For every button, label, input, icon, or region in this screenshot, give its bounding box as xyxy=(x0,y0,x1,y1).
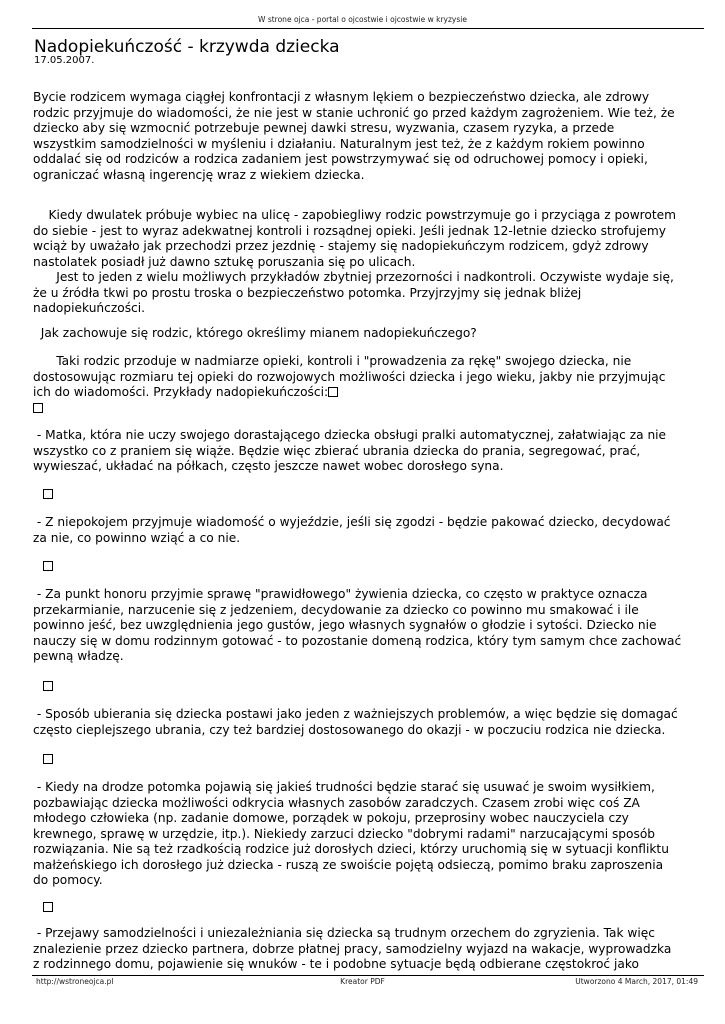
article-title: Nadopiekuńczość - krzywda dziecka xyxy=(34,37,340,57)
text-line: nastolatek posiadł już dawno sztukę poruszania się po ulicach. xyxy=(33,254,416,269)
text-line: Jest to jeden z wielu możliwych przykładów zbytniej przezorności i nadkontroli. Oczywiste wydaje się, xyxy=(33,270,674,284)
text-line: znalezienie przez dziecko partnera, dobrze płatnej pracy, samodzielny wyjazd na wakacje, wyprowadzka xyxy=(33,941,672,956)
text-line: do pomocy. xyxy=(33,873,103,887)
text-line: rozwiązania. Nie są też rzadkością rodzice już dorosłych dzieci, którzy uruchomią się w sytuacji konfliktu xyxy=(33,842,669,856)
paragraph-description xyxy=(33,354,665,416)
text-line: nauczy się w domu rodzinnym gotować - to pozostanie domeną rodzica, który tym samym chce zachować xyxy=(33,633,682,648)
missing-glyph-icon xyxy=(43,681,53,691)
text-line: - Kiedy na drodze potomka pojawią się jakieś trudności będzie starać się usuwać je swoim wysiłkiem, xyxy=(33,780,655,794)
text-line: małżeńskiego ich dorosłego już dziecka - ruszą ze swoiście pojętą odsieczą, pomimo braku zaproszenia xyxy=(33,857,664,872)
missing-glyph-icon xyxy=(43,754,53,764)
text-line: często cieplejszego ubrania, czy też bardziej dostosowanego do okazji - w poczuciu rodzica nie dziecka. xyxy=(33,722,666,737)
text-line: powinno jeść, bez uwzględnienia jego gustów, jego własnych sygnałów o głodzie i sytości. Dziecko nie xyxy=(33,618,657,632)
paragraph-example xyxy=(33,208,676,317)
text-line: wciąż by uważało jak przechodzi przez jezdnię - stajemy się nadopiekuńczym rodzicem, gdyż zdrowy xyxy=(33,239,649,253)
missing-glyph-icon xyxy=(43,561,53,571)
footer-rule xyxy=(32,975,704,976)
text-line: za nie, co powinno wziąć a co nie. xyxy=(33,530,241,545)
question-line xyxy=(33,326,477,342)
missing-glyph-icon xyxy=(43,902,53,912)
text-line: do siebie - jest to wyraz adekwatnej kontroli i rozsądnej opieki. Jeśli jednak 12-letnie dziecko strofujemy xyxy=(33,223,666,238)
text-line: - Sposób ubierania się dziecka postawi jako jeden z ważniejszych problemów, a więc będzie się domagać xyxy=(33,707,678,721)
article-date: 17.05.2007. xyxy=(34,55,95,66)
text-line: oddalać się od rodziców a rodzica zadaniem jest powstrzymywać się od odruchowej pomocy i opieki, xyxy=(33,152,648,166)
text-line: ich do wiadomości. Przykłady nadopiekuńczości: xyxy=(33,385,329,399)
text-line: wszystko co z praniem się wiąże. Będzie więc zbierać ubrania dziecka do prania, segregować, prać, xyxy=(33,443,641,458)
footer-created: Utworzono 4 March, 2017, 01:49 xyxy=(575,977,698,986)
text-line: Taki rodzic przoduje w nadmiarze opieki, kontroli i "prowadzenia za rękę" swojego dziecka, nie xyxy=(33,354,632,368)
example-item-4 xyxy=(33,707,678,738)
header-rule xyxy=(32,28,704,29)
text-line: nadopiekuńczości. xyxy=(33,301,146,315)
text-line: ograniczać własną ingerencję wraz z wiekiem dziecka. xyxy=(33,167,365,182)
text-line: - Za punkt honoru przyjmie sprawę "prawidłowego" żywienia dziecka, co często w praktyce oznacza xyxy=(33,587,648,601)
example-item-1 xyxy=(33,428,666,475)
text-line: wszystkim samodzielności w myśleniu i działaniu. Naturalnym jest też, że z każdym rokiem powinno xyxy=(33,136,645,151)
text-line: Jak zachowuje się rodzic, którego określimy mianem nadopiekuńczego? xyxy=(33,326,477,340)
text-line: - Matka, która nie uczy swojego dorastającego dziecka obsługi pralki automatycznej, załatwiając za nie xyxy=(33,428,667,442)
text-line: - Przejawy samodzielności i uniezależniania się dziecka są trudnym orzechem do zgryzienia. Tak więc xyxy=(33,926,655,940)
paragraph-intro xyxy=(33,90,675,183)
text-line: młodego człowieka (np. zadanie domowe, porządek w pokoju, przeprosiny wobec nauczyciela czy xyxy=(33,811,629,825)
text-line: Kiedy dwulatek próbuje wybiec na ulicę - zapobiegliwy rodzic powstrzymuje go i przyciąga z powrotem xyxy=(33,208,677,222)
text-line: że u źródła tkwi po prostu troska o bezpieczeństwo potomka. Przyjrzyjmy się jednak bliżej xyxy=(33,285,582,300)
text-line: wywieszać, układać na półkach, często jeszcze nawet wobec dorosłego syna. xyxy=(33,459,504,473)
missing-glyph-icon xyxy=(33,403,43,413)
text-line: dziecko aby się wzmocnić potrzebuje pewnej dawki stresu, wyzwania, czasem ryzyka, a przede xyxy=(33,121,615,135)
text-line: pozbawiając dziecka możliwości odkrycia własnych zasobów zaradczych. Czasem zrobi więc coś ZA xyxy=(33,795,640,810)
example-item-6 xyxy=(33,926,671,973)
footer-url: http://wstroneojca.pl xyxy=(36,977,114,986)
missing-glyph-icon xyxy=(328,387,338,397)
text-line: przekarmianie, narzucenie się z jedzeniem, decydowanie za dziecko co powinno mu smakować i ile xyxy=(33,602,639,617)
text-line: - Z niepokojem przyjmuje wiadomość o wyjeździe, jeśli się zgodzi - będzie pakować dziecko, decydować xyxy=(33,515,671,529)
text-line: pewną władzę. xyxy=(33,649,124,663)
text-line: dostosowując rozmiaru tej opieki do rozwojowych możliwości dziecka i jego wieku, jakby nie przyjmując xyxy=(33,369,666,384)
text-line: rodzic przyjmuje do wiadomości, że nie jest w stanie uchronić go przed każdym zagrożeniem. Wie też, że xyxy=(33,105,675,120)
example-item-2 xyxy=(33,515,671,546)
page-header: W strone ojca - portal o ojcostwie i ojcostwie w kryzysie xyxy=(258,15,467,24)
example-item-5 xyxy=(33,780,669,889)
text-line: z rodzinnego domu, pojawienie się wnuków - te i podobne sytuacje będą odbierane częstokroć jako xyxy=(33,957,639,971)
missing-glyph-icon xyxy=(43,489,53,499)
text-line: krewnego, sprawę w urzędzie, itp.). Niekiedy zarzuci dziecko "dobrymi radami" narzucającymi sposób xyxy=(33,826,656,841)
text-line: Bycie rodzicem wymaga ciągłej konfrontacji z własnym lękiem o bezpieczeństwo dziecka, ale zdrowy xyxy=(33,90,650,104)
footer-creator: Kreator PDF xyxy=(340,977,385,986)
example-item-3 xyxy=(33,587,681,665)
